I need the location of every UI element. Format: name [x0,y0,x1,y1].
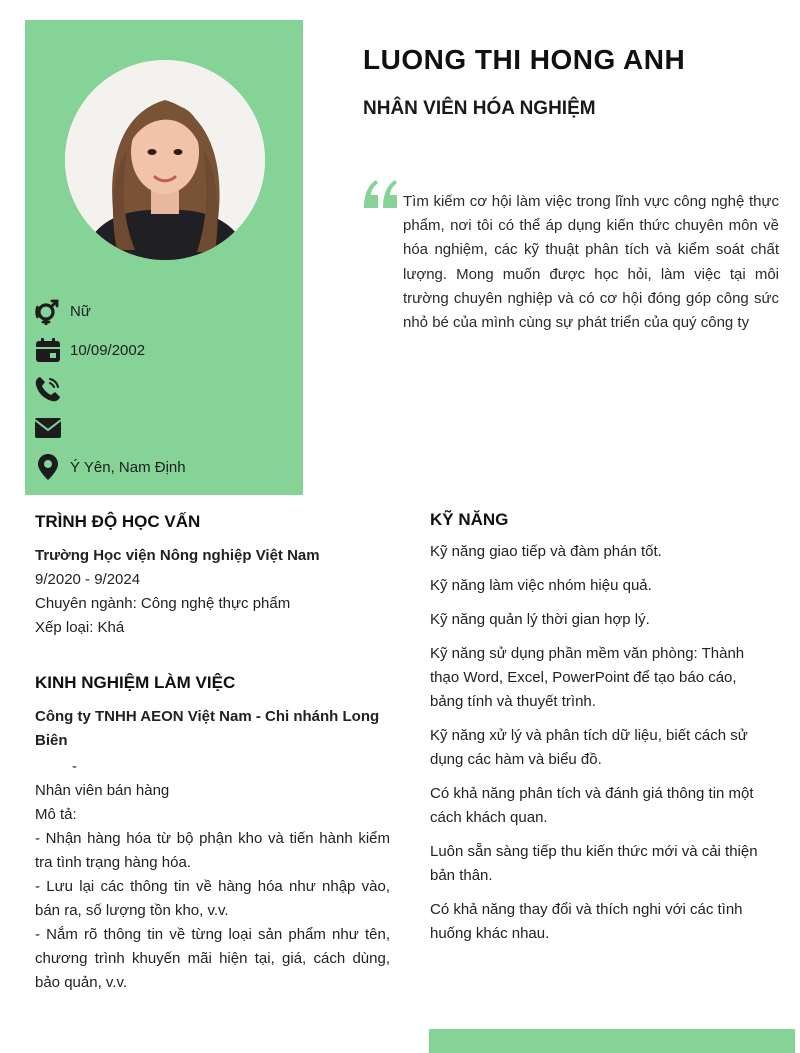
skill-item: Kỹ năng xử lý và phân tích dữ liệu, biết cách sử dụng các hàm và biểu đồ. [430,727,748,768]
experience-date-dash: - [72,758,77,775]
skills-title: KỸ NĂNG [430,510,509,529]
avatar [65,60,265,260]
career-objective: Tìm kiếm cơ hội làm việc trong lĩnh vực công nghệ thực phẩm, nơi tôi có thể áp dụng kiến thức chuyên môn về hóa nghiệm, các kỹ thuật phân tích và kiểm soát chất lượng. Mong muốn được học hỏi, làm việc tại môi trường chuyên nghiệp và có cơ hội đóng góp công sức nhỏ bé của mình cùng sự phát triển của quý công ty [403,193,779,332]
work-position: Nhân viên bán hàng [35,782,170,799]
birthday-text: 10/09/2002 [70,341,146,359]
email-row [34,414,70,442]
gender-row [34,297,91,325]
experience-title: KINH NGHIỆM LÀM VIỆC [35,673,236,692]
gender-icon [34,297,62,325]
calendar-icon [34,336,62,364]
address-text: Ý Yên, Nam Định [70,458,186,476]
address-row [34,453,186,481]
duty-item: - Nhận hàng hóa từ bộ phận kho và tiến hành kiểm tra tình trạng hàng hóa. [35,830,390,871]
job-title: NHÂN VIÊN HÓA NGHIỆM [363,98,596,119]
education-title: TRÌNH ĐỘ HỌC VẤN [35,512,201,531]
skill-item: Luôn sẵn sàng tiếp thu kiến thức mới và cải thiện bản thân. [430,843,758,884]
company-name: Công ty TNHH AEON Việt Nam - Chi nhánh Long Biên [35,708,380,749]
experience-section [35,705,390,995]
gender-text: Nữ [70,302,91,320]
footer-accent-bar [429,1029,795,1053]
envelope-icon [34,414,62,442]
skill-item: Có khả năng thay đổi và thích nghi với các tình huống khác nhau. [430,901,743,942]
skill-item: Kỹ năng sử dụng phần mềm văn phòng: Thành thạo Word, Excel, PowerPoint để tạo báo cáo, bảng tính và thuyết trình. [430,645,745,710]
phone-icon [34,375,62,403]
education-grade: Xếp loại: Khá [35,619,125,636]
skill-item: Có khả năng phân tích và đánh giá thông tin một cách khách quan. [430,785,754,826]
skills-section [430,540,770,956]
education-period: 9/2020 - 9/2024 [35,571,141,588]
map-pin-icon [34,453,62,481]
skill-item: Kỹ năng giao tiếp và đàm phán tốt. [430,543,662,560]
duty-item: - Nắm rõ thông tin về từng loại sản phẩm như tên, chương trình khuyến mãi hiện tại, giá, cách dùng, bảo quản, v.v. [35,926,390,991]
skill-item: Kỹ năng quản lý thời gian hợp lý. [430,611,650,628]
school-name: Trường Học viện Nông nghiệp Việt Nam [35,547,320,564]
education-section [35,544,395,640]
education-major: Chuyên ngành: Công nghệ thực phẩm [35,595,291,612]
skill-item: Kỹ năng làm việc nhóm hiệu quả. [430,577,652,594]
description-label: Mô tả: [35,806,77,823]
phone-row [34,375,70,403]
quote-icon [362,178,400,215]
duty-item: - Lưu lại các thông tin về hàng hóa như nhập vào, bán ra, số lượng tồn kho, v.v. [35,878,390,919]
birthday-row [34,336,145,364]
sidebar [25,20,303,495]
candidate-name: LUONG THI HONG ANH [363,44,686,75]
